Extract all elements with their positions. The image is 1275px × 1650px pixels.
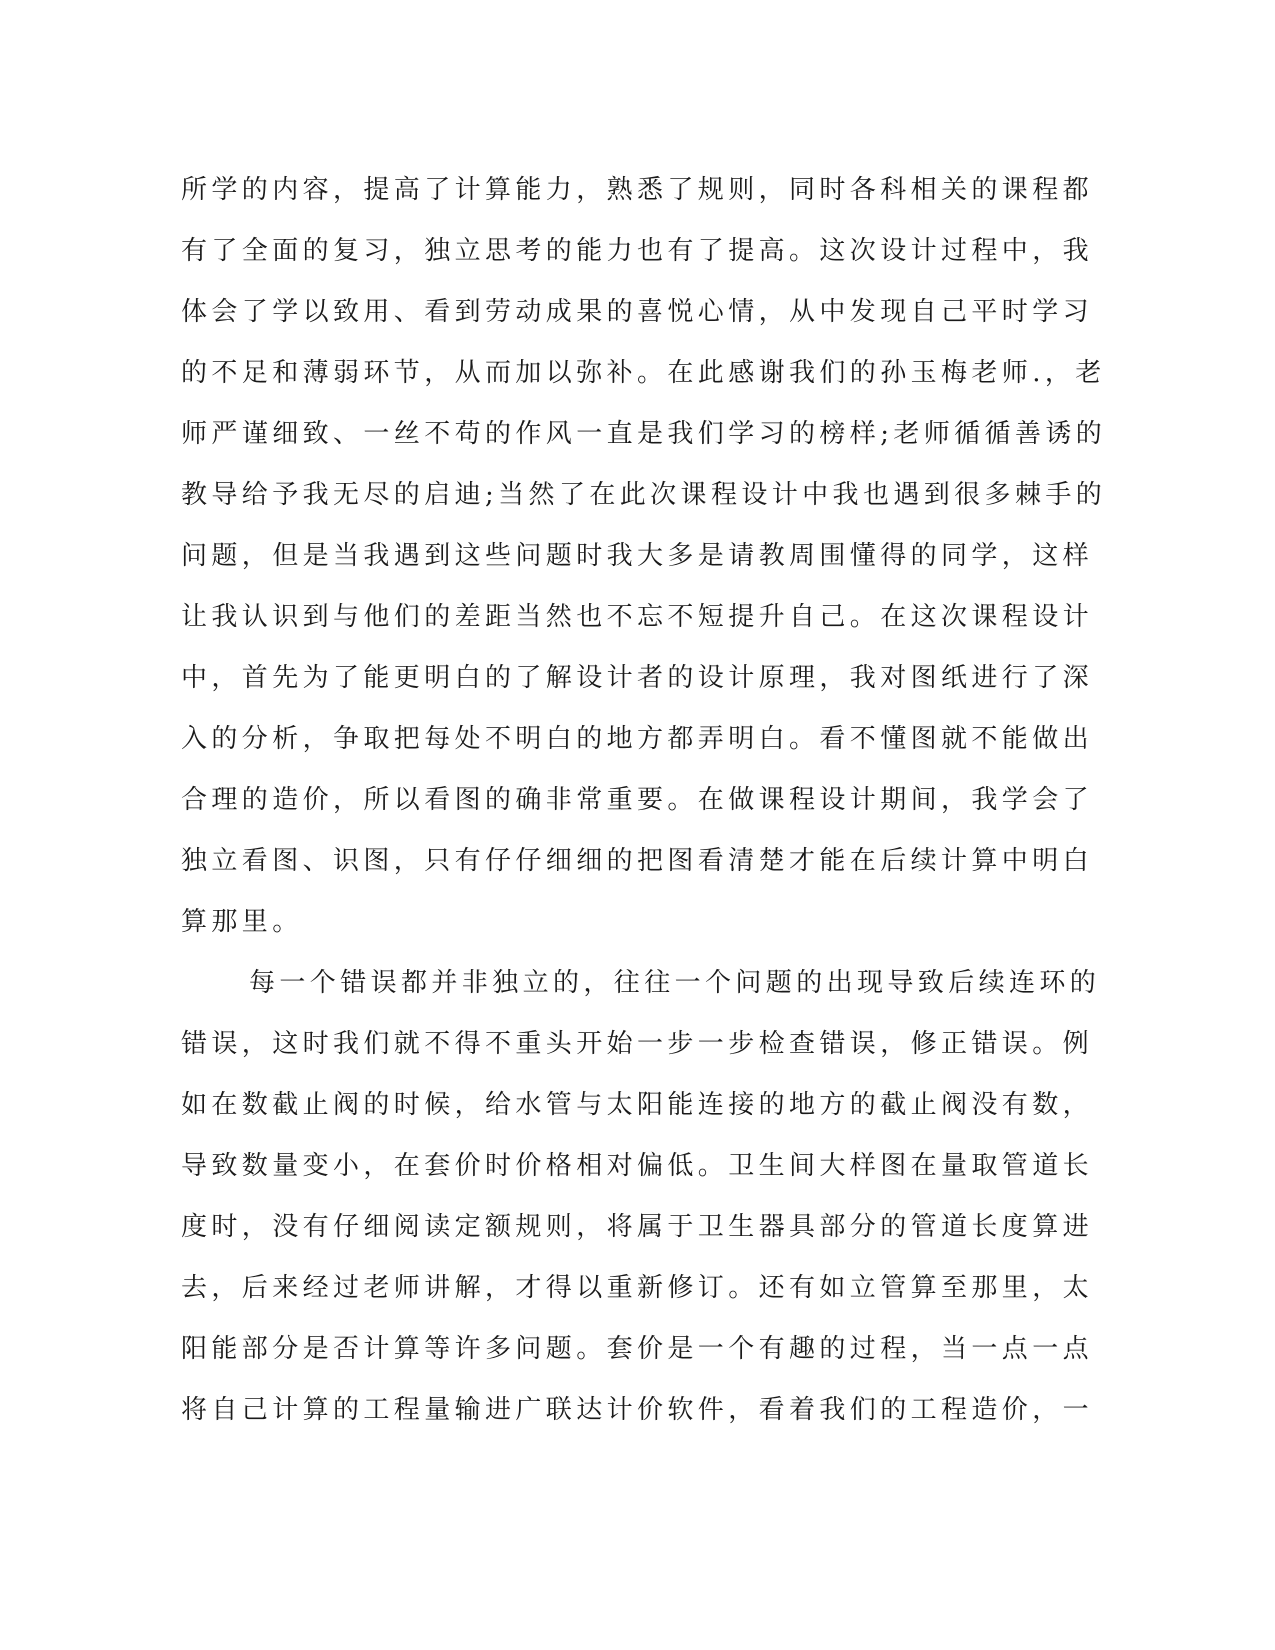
text-line: 师严谨细致、一丝不苟的作风一直是我们学习的榜样;老师循循善诱的: [181, 419, 1107, 449]
text-line: 算那里。: [181, 907, 303, 937]
text-line: 独立看图、识图，只有仔仔细细的把图看清楚才能在后续计算中明白: [181, 846, 1094, 876]
body-text: [181, 160, 1107, 1441]
text-line: 教导给予我无尽的启迪;当然了在此次课程设计中我也遇到很多棘手的: [181, 480, 1107, 510]
text-line: 让我认识到与他们的差距当然也不忘不短提升自己。在这次课程设计: [181, 602, 1094, 632]
text-line: 如在数截止阀的时候，给水管与太阳能连接的地方的截止阀没有数，: [181, 1090, 1094, 1120]
text-line: 去，后来经过老师讲解，才得以重新修订。还有如立管算至那里，太: [181, 1273, 1094, 1303]
text-line: 入的分析，争取把每处不明白的地方都弄明白。看不懂图就不能做出: [181, 724, 1094, 754]
text-line: 问题，但是当我遇到这些问题时我大多是请教周围懂得的同学，这样: [181, 541, 1094, 571]
text-line: 所学的内容，提高了计算能力，熟悉了规则，同时各科相关的课程都: [181, 175, 1094, 205]
text-line: 每一个错误都并非独立的，往往一个问题的出现导致后续连环的: [249, 968, 1101, 998]
text-line: 错误，这时我们就不得不重头开始一步一步检查错误，修正错误。例: [181, 1029, 1094, 1059]
text-line: 阳能部分是否计算等许多问题。套价是一个有趣的过程，当一点一点: [181, 1334, 1094, 1364]
text-line: 的不足和薄弱环节，从而加以弥补。在此感谢我们的孙玉梅老师.，老: [181, 358, 1106, 388]
paragraph-2: [181, 953, 1101, 1441]
text-line: 度时，没有仔细阅读定额规则，将属于卫生器具部分的管道长度算进: [181, 1212, 1094, 1242]
text-line: 将自己计算的工程量输进广联达计价软件，看着我们的工程造价，一: [181, 1395, 1094, 1425]
paragraph-1: [181, 160, 1107, 953]
text-line: 有了全面的复习，独立思考的能力也有了提高。这次设计过程中，我: [181, 236, 1094, 266]
text-line: 体会了学以致用、看到劳动成果的喜悦心情，从中发现自己平时学习: [181, 297, 1094, 327]
text-line: 中，首先为了能更明白的了解设计者的设计原理，我对图纸进行了深: [181, 663, 1094, 693]
text-line: 合理的造价，所以看图的确非常重要。在做课程设计期间，我学会了: [181, 785, 1094, 815]
text-line: 导致数量变小，在套价时价格相对偏低。卫生间大样图在量取管道长: [181, 1151, 1094, 1181]
